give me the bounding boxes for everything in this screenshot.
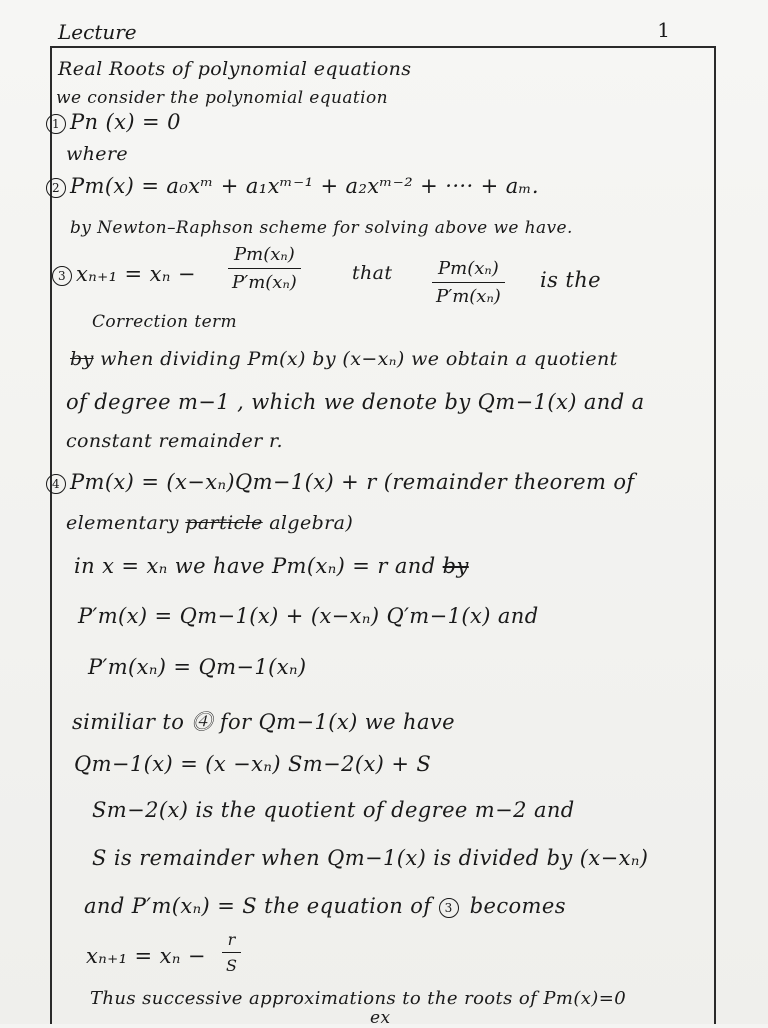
equation-3-numerator: Pm(xₙ) — [234, 244, 295, 265]
equation-3-tail: is the — [540, 268, 601, 292]
page-number: 1 — [657, 18, 670, 42]
becomes-text-a: and P′m(xₙ) = S the equation of — [84, 894, 432, 918]
equation-4-number: 4 — [46, 474, 66, 494]
correction-numerator: Pm(xₙ) — [438, 258, 499, 279]
final-iteration-lhs: xₙ₊₁ = xₙ − — [86, 944, 206, 968]
right-margin-line — [714, 46, 716, 1024]
derivative-at-xn-line: P′m(xₙ) = Qm−1(xₙ) — [88, 655, 307, 679]
elementary-algebra-line — [66, 512, 353, 534]
dividing-text: when dividing Pm(x) by (x−xₙ) we obtain a quotient — [100, 348, 618, 370]
intro-line: we consider the polynomial equation — [56, 88, 388, 108]
equation-2 — [46, 174, 539, 198]
equation-3-fraction — [228, 244, 301, 293]
substitution-line — [74, 554, 469, 578]
equation-2-text: Pm(x) = a₀xᵐ + a₁xᵐ⁻¹ + a₂xᵐ⁻² + ···· + aₘ. — [70, 174, 539, 198]
final-numerator: r — [227, 930, 236, 949]
similar-line: similiar to ⓸ for Qm−1(x) we have — [72, 710, 455, 734]
becomes-line — [84, 894, 566, 918]
correction-denominator: P′m(xₙ) — [436, 286, 501, 307]
final-iteration-fraction — [222, 930, 241, 975]
equation-3-lhs-text: xₙ₊₁ = xₙ − — [76, 262, 196, 286]
becomes-text-b: becomes — [469, 894, 566, 918]
struck-word: by — [442, 554, 469, 578]
page-header-title: Lecture — [58, 20, 137, 44]
equation-2-number: 2 — [46, 178, 66, 198]
where-label: where — [66, 143, 129, 165]
correction-term-label: Correction term — [92, 312, 238, 332]
top-rule-line — [50, 46, 716, 48]
s-remainder-line: S is remainder when Qm−1(x) is divided by (x−xₙ) — [92, 846, 649, 870]
equation-3-that: that — [352, 262, 393, 284]
conclusion-line: Thus successive approximations to the roots of Pm(x)=0 — [90, 988, 627, 1009]
fraction-bar — [432, 282, 505, 283]
section-title: Real Roots of polynomial equations — [58, 58, 412, 80]
q-division-line: Qm−1(x) = (x −xₙ) Sm−2(x) + S — [74, 752, 432, 776]
equation-1-text: Pn (x) = 0 — [70, 110, 181, 134]
degree-line: of degree m−1 , which we denote by Qm−1(x) and a — [66, 390, 645, 414]
dividing-line — [70, 348, 618, 370]
remainder-line: constant remainder r. — [66, 430, 283, 452]
struck-word: by — [70, 348, 94, 370]
equation-3-number: 3 — [52, 266, 72, 286]
struck-word: particle — [185, 512, 263, 534]
derivative-line: P′m(x) = Qm−1(x) + (x−xₙ) Q′m−1(x) and — [78, 604, 539, 628]
equation-3-reference: 3 — [439, 898, 459, 918]
algebra-word: algebra) — [269, 512, 354, 534]
equation-4 — [46, 470, 635, 494]
elementary-word: elementary — [66, 512, 179, 534]
trailing-text: ex — [370, 1008, 391, 1028]
equation-3-denominator: P′m(xₙ) — [232, 272, 297, 293]
fraction-bar — [228, 268, 301, 269]
equation-1-number: 1 — [46, 114, 66, 134]
equation-3-lhs — [52, 262, 196, 286]
substitution-text: in x = xₙ we have Pm(xₙ) = r and — [74, 554, 436, 578]
equation-4-text: Pm(x) = (x−xₙ)Qm−1(x) + r (remainder theorem of — [70, 470, 635, 494]
fraction-bar — [222, 952, 241, 953]
correction-fraction — [432, 258, 505, 307]
equation-1 — [46, 110, 181, 134]
s-quotient-line: Sm−2(x) is the quotient of degree m−2 and — [92, 798, 575, 822]
newton-raphson-line: by Newton–Raphson scheme for solving above we have. — [70, 218, 573, 238]
final-denominator: S — [226, 956, 237, 975]
